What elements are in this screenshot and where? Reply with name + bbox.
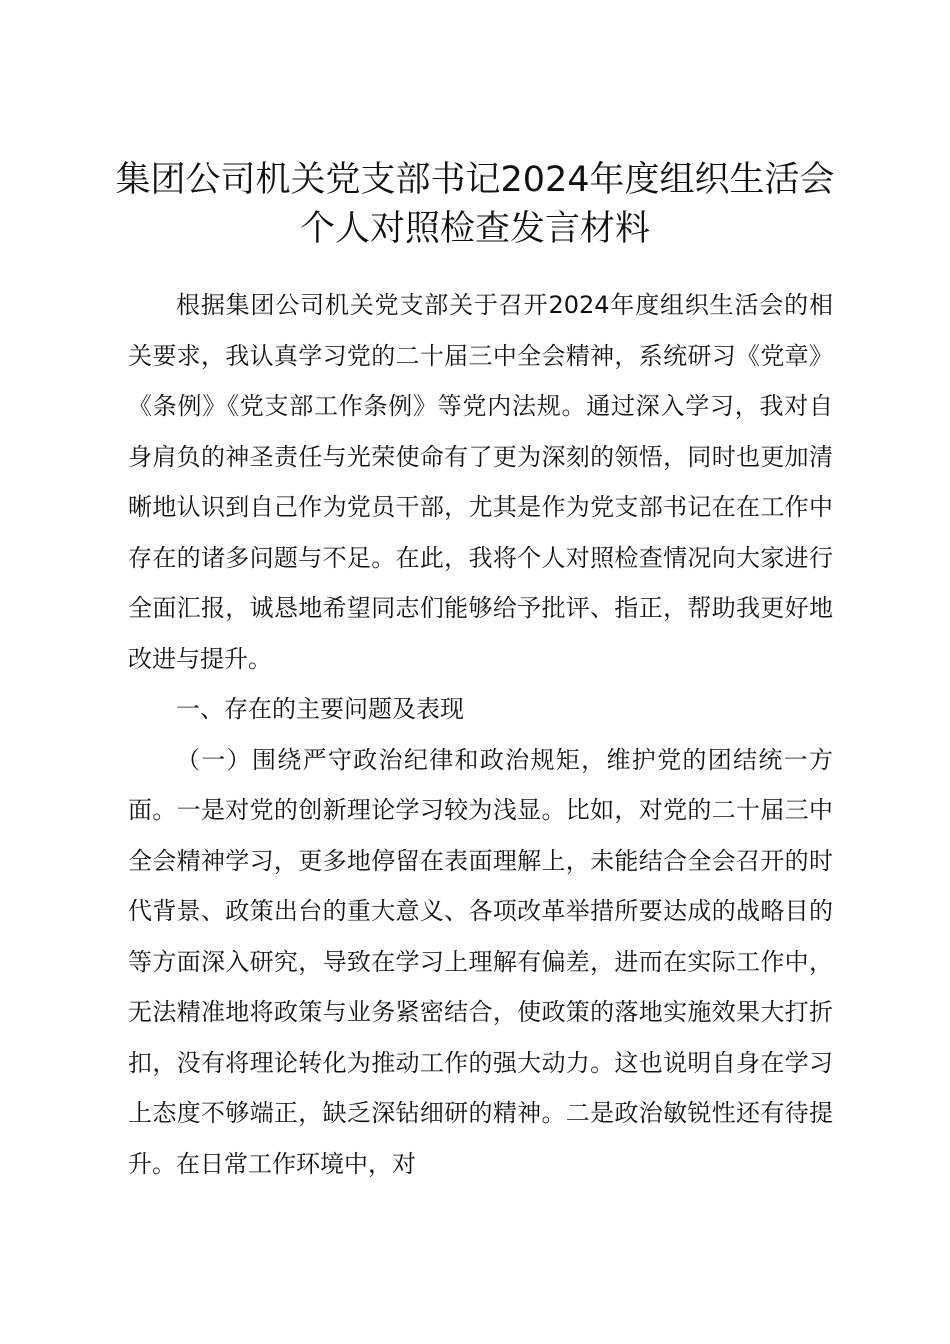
intro-paragraph: 根据集团公司机关党支部关于召开2024年度组织生活会的相关要求，我认真学习党的二十届三中全会精神，系统研习《党章》《条例》《党支部工作条例》等党内法规。通过深入学习，我对自身肩负的神圣责任与光荣使命有了更为深刻的领悟，同时也更加清晰地认识到自己作为党员干部，尤其是作为党支部书记在在工作中存在的诸多问题与不足。在此，我将个人对照检查情况向大家进行全面汇报，诚恳地希望同志们能够给予批评、指正，帮助我更好地改进与提升。 [128,291,833,673]
subsection-paragraph: （一）围绕严守政治纪律和政治规矩，维护党的团结统一方面。一是对党的创新理论学习较为浅显。比如，对党的二十届三中全会精神学习，更多地停留在表面理解上，未能结合全会召开的时代背景、政策出台的重大意义、各项改革举措所要达成的战略目的等方面深入研究，导致在学习上理解有偏差，进而在实际工作中，无法精准地将政策与业务紧密结合，使政策的落地实施效果大打折扣，没有将理论转化为推动工作的强大动力。这也说明自身在学习上态度不够端正，缺乏深钻细研的精神。二是政治敏锐性还有待提升。在日常工作环境中，对 [128,745,833,1178]
document-title: 集团公司机关党支部书记2024年度组织生活会个人对照检查发言材料 [115,160,835,249]
document-body [128,280,833,1189]
section-heading: 一、存在的主要问题及表现 [176,695,464,723]
